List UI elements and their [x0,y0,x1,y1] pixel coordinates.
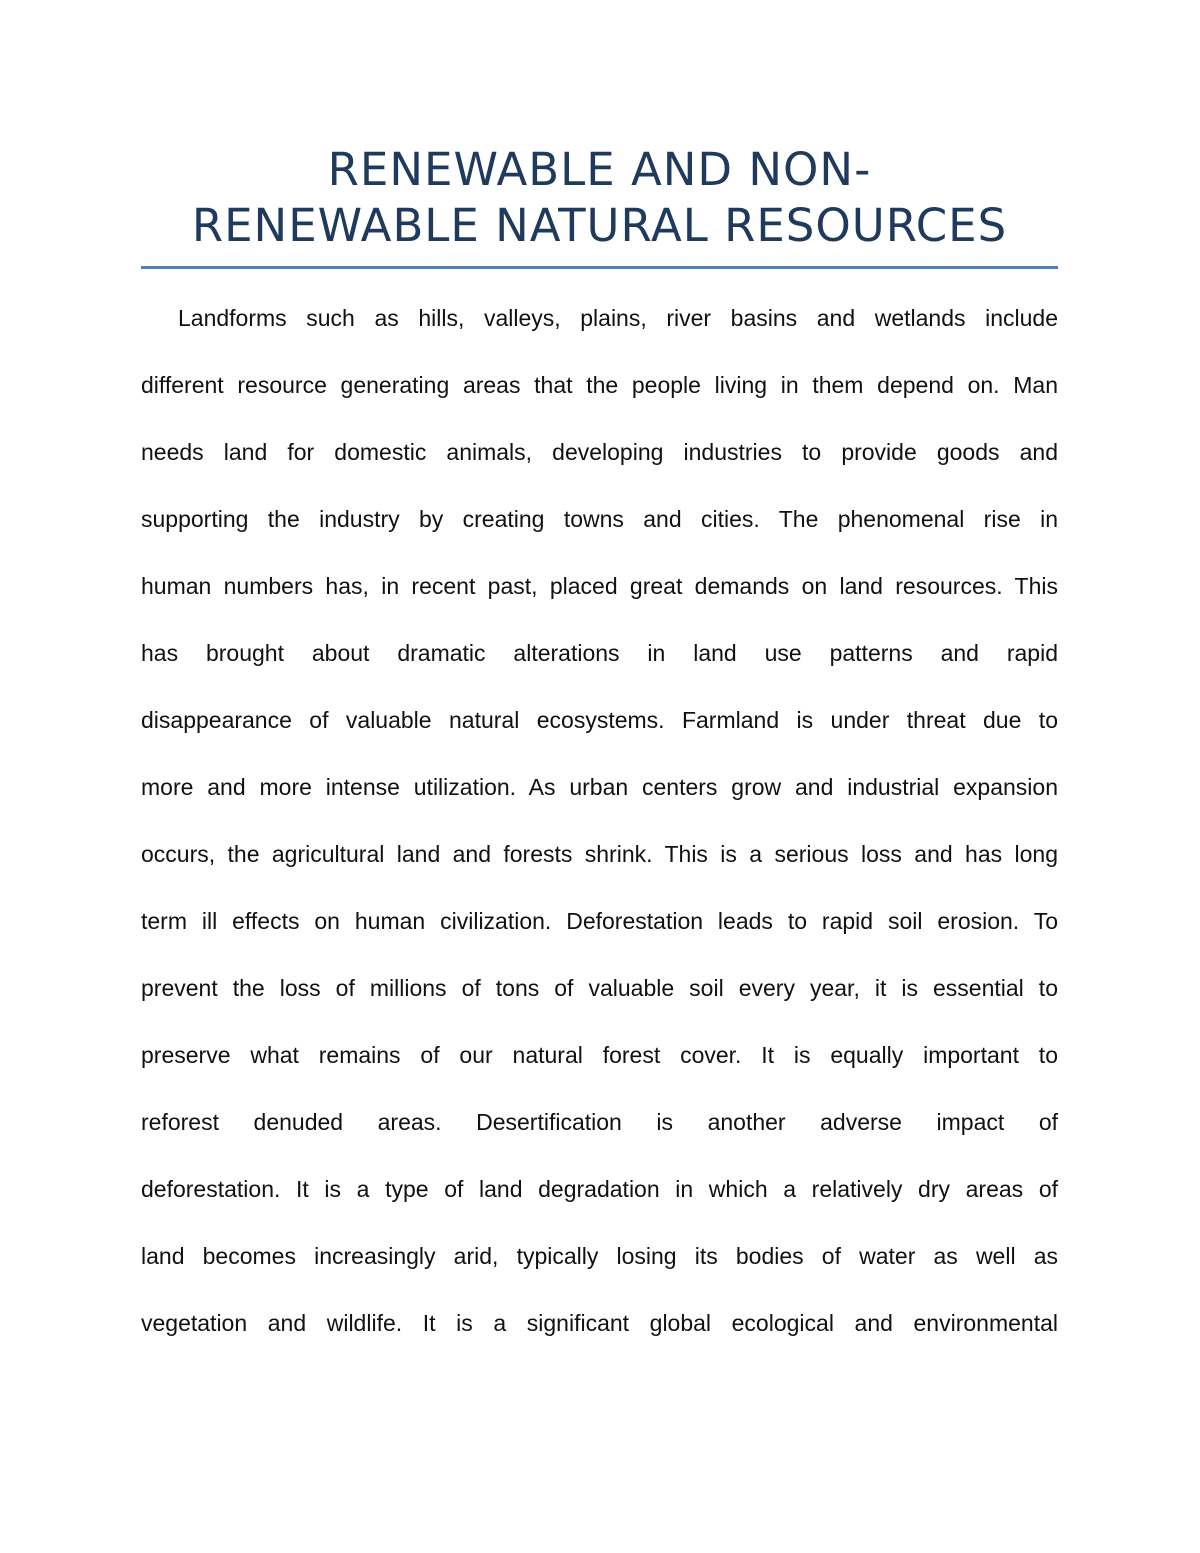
title-line-1: RENEWABLE AND NON- [327,143,872,196]
paragraph-line: prevent the loss of millions of tons of valuable soil every year, it is essential to [141,975,1058,1001]
paragraph-line: term ill effects on human civilization. Deforestation leads to rapid soil erosion. To [141,908,1058,934]
paragraph-line: preserve what remains of our natural forest cover. It is equally important to [141,1042,1058,1068]
paragraph-line: vegetation and wildlife. It is a significant global ecological and environmental [141,1310,1058,1336]
paragraph-line: occurs, the agricultural land and forests shrink. This is a serious loss and has long [141,841,1058,867]
paragraph-line: deforestation. It is a type of land degradation in which a relatively dry areas of [141,1176,1058,1202]
paragraph-line: more and more intense utilization. As urban centers grow and industrial expansion [141,774,1058,800]
paragraph-line: disappearance of valuable natural ecosystems. Farmland is under threat due to [141,707,1058,733]
paragraph-line: different resource generating areas that the people living in them depend on. Man [141,372,1058,398]
document-title [141,142,1058,254]
paragraph-line: needs land for domestic animals, developing industries to provide goods and [141,439,1058,465]
title-line-2: RENEWABLE NATURAL RESOURCES [191,199,1008,252]
body-paragraph [141,297,1058,1369]
paragraph-line: human numbers has, in recent past, placed great demands on land resources. This [141,573,1058,599]
paragraph-line: land becomes increasingly arid, typically losing its bodies of water as well as [141,1243,1058,1269]
paragraph-line: supporting the industry by creating towns and cities. The phenomenal rise in [141,506,1058,532]
paragraph-line: Landforms such as hills, valleys, plains, river basins and wetlands include [178,305,1058,331]
paragraph-line: has brought about dramatic alterations in land use patterns and rapid [141,640,1058,666]
paragraph-line: reforest denuded areas. Desertification is another adverse impact of [141,1109,1058,1135]
title-underline-rule [141,266,1058,269]
